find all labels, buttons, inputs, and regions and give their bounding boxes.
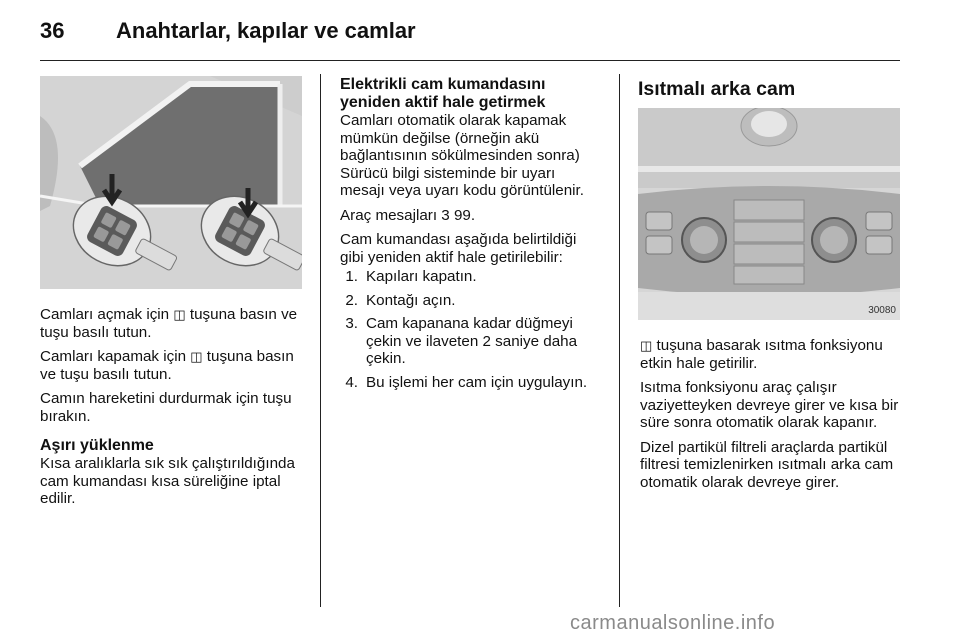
overload-paragraph: Kısa aralıklarla sık sık çalıştırıldığında cam kumandası kısa süreliğine iptal edilir. <box>40 455 295 507</box>
open-window-paragraph: Camları açmak için ◫ tuşuna basın ve tuşu basılı tutun. <box>40 306 298 341</box>
column-1 <box>40 306 302 515</box>
stop-window-paragraph: Camın hareketini durdurmak için tuşu bırakın. <box>40 390 292 425</box>
heating-operation-paragraph: Isıtma fonksiyonu araç çalışır vaziyetteyken devreye girer ve kısa bir süre sonra otomatik olarak kapanır. <box>640 379 899 431</box>
overload-heading: Aşırı yüklenme <box>40 437 154 454</box>
window-open-icon: ◫ <box>173 307 186 322</box>
list-item: 3. Cam kapanana kadar düğmeyi çekin ve ilaveten 2 saniye daha çekin. <box>345 315 578 367</box>
reference-arrow-icon: 3 <box>441 206 450 224</box>
heated-rear-window-heading: Isıtmalı arka cam <box>638 78 796 100</box>
page-title: Anahtarlar, kapılar ve camlar <box>116 18 416 43</box>
column-divider-2 <box>619 74 620 607</box>
column-2 <box>340 76 602 397</box>
header-rule <box>40 60 900 61</box>
close-window-paragraph: Camları kapamak için ◫ tuşuna basın ve tuşu basılı tutun. <box>40 348 294 383</box>
climate-panel-illustration <box>638 108 900 320</box>
image-code: 30080 <box>868 305 896 316</box>
page-number: 36 <box>40 18 65 43</box>
list-item: 4. Bu işlemi her cam için uygulayın. <box>345 373 588 391</box>
key-fob-illustration <box>40 76 302 289</box>
column-divider-1 <box>320 74 321 607</box>
diesel-filter-paragraph: Dizel partikül filtreli araçlarda partikül filtresi temizlenirken ısıtmalı arka cam otomatik olarak devreye girer. <box>640 438 894 491</box>
rear-window-heating-icon: ◫ <box>640 338 653 353</box>
vehicle-messages-ref: Araç mesajları 3 99. <box>340 206 476 224</box>
reactivate-intro: Camları otomatik olarak kapamak mümkün değilse (örneğin akü bağlantısının sökülmesinden sonra) Sürücü bilgi sisteminde bir uyarı mesajı veya uyarı kodu görüntülenir. <box>340 112 584 199</box>
reactivate-how: Cam kumandası aşağıda belirtildiği gibi yeniden aktif hale getirilebilir: <box>340 231 577 266</box>
reactivate-steps <box>340 268 602 391</box>
watermark: carmanualsonline.info <box>570 612 776 634</box>
reactivate-heading: Elektrikli cam kumandasını yeniden aktif hale getirmek <box>340 76 546 111</box>
rear-defrost-paragraph: ◫ tuşuna basarak ısıtma fonksiyonu etkin hale getirilir. <box>640 337 883 372</box>
list-item: 1. Kapıları kapatın. <box>345 268 477 285</box>
column-3 <box>640 337 902 498</box>
key-fob-drawing <box>40 76 302 289</box>
list-item: 2. Kontağı açın. <box>345 291 456 309</box>
climate-panel-drawing <box>638 108 900 320</box>
window-close-icon: ◫ <box>190 349 203 364</box>
